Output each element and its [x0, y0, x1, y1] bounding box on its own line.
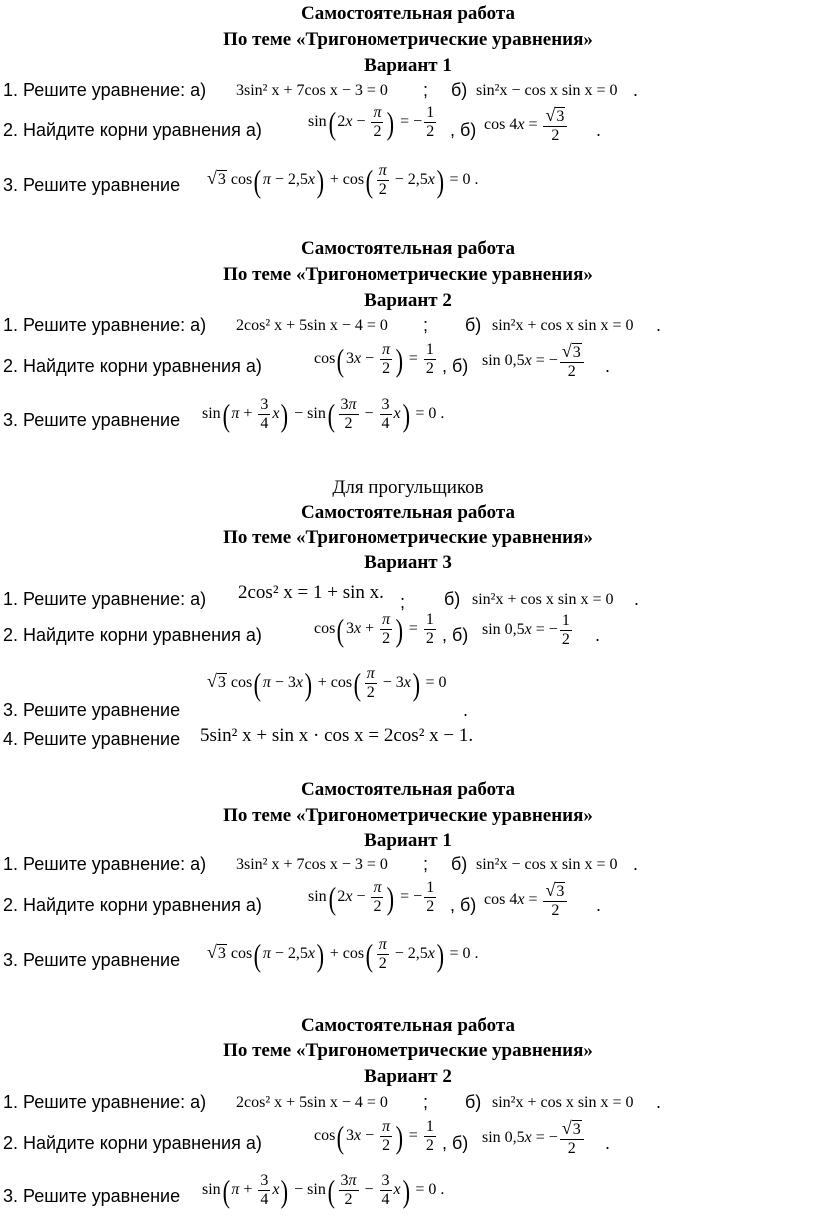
problem-1-separator: ;	[423, 80, 429, 100]
problem-1a-equation: 2cos² x = 1 + sin x.	[238, 582, 384, 603]
block-topic: По теме «Тригонометрические уравнения»	[223, 29, 593, 50]
problem-2b-equation: cos 4x = $\frac{√3}{2}$	[484, 881, 569, 920]
problem-1a-equation: 3sin² x + 7cos x − 3 = 0	[236, 856, 388, 873]
block-variant: Вариант 3	[364, 552, 452, 573]
problem-1a-equation: 3sin² x + 7cos x − 3 = 0	[236, 82, 388, 99]
problem-1-period: .	[633, 854, 639, 874]
problem-1b-label: б)	[444, 589, 461, 609]
problem-1b-label: б)	[451, 80, 468, 100]
problem-2a-equation: cos(3x + $\frac{\pi}{2}$ ) = $\frac{1}{2}$	[314, 611, 434, 648]
problem-2b-label: , б)	[450, 120, 477, 140]
problem-1-separator: ;	[400, 592, 406, 612]
problem-2b-label: , б)	[442, 356, 469, 376]
block-title: Самостоятельная работа	[301, 238, 515, 259]
block-title: Самостоятельная работа	[301, 1015, 515, 1036]
problem-1b-equation: sin²x − cos x sin x = 0	[476, 856, 618, 873]
problem-2b-equation: cos 4x = $\frac{√3}{2}$	[484, 106, 569, 145]
problem-1-period: .	[656, 1092, 662, 1112]
block-topic: По теме «Тригонометрические уравнения»	[223, 264, 593, 285]
problem-2-label: 2. Найдите корни уравнения а)	[3, 1133, 262, 1153]
problem-1b-equation: sin²x + cos x sin x = 0	[492, 1094, 634, 1111]
problem-1-separator: ;	[423, 854, 429, 874]
problem-2b-label: , б)	[450, 895, 477, 915]
problem-2-label: 2. Найдите корни уравнения а)	[3, 356, 262, 376]
block-title: Самостоятельная работа	[301, 779, 515, 800]
problem-3-equation: √3 cos(π − 2,5x) + cos( $\frac{\pi}{2}$ − 2,5x) = 0 .	[207, 936, 479, 973]
problem-3-label: 3. Решите уравнение	[3, 175, 181, 195]
problem-1-label: 1. Решите уравнение: а)	[3, 1092, 207, 1112]
problem-1b-label: б)	[451, 854, 468, 874]
problem-2a-equation: cos(3x − $\frac{\pi}{2}$ ) = $\frac{1}{2}$	[314, 341, 434, 378]
problem-1b-equation: sin²x − cos x sin x = 0	[476, 82, 618, 99]
problem-2-period: .	[605, 356, 611, 376]
problem-2b-equation: sin 0,5x = − $\frac{√3}{2}$	[482, 1119, 586, 1158]
problem-1-period: .	[633, 80, 639, 100]
block-variant: Вариант 1	[364, 55, 452, 76]
problem-1-separator: ;	[423, 315, 429, 335]
problem-3-label: 3. Решите уравнение	[3, 950, 181, 970]
problem-3-equation: √3 cos(π − 3x) + cos( $\frac{\pi}{2}$ − 3x) = 0	[207, 665, 447, 702]
problem-1a-equation: 2cos² x + 5sin x − 4 = 0	[236, 317, 388, 334]
problem-2a-equation: sin(2x − $\frac{\pi}{2}$ ) = − $\frac{1}{2}$	[308, 104, 435, 141]
problem-2-label: 2. Найдите корни уравнения а)	[3, 120, 262, 140]
block-title: Самостоятельная работа	[301, 3, 515, 24]
block-variant: Вариант 2	[364, 1066, 452, 1087]
problem-1-separator: ;	[423, 1092, 429, 1112]
problem-4-equation: 5sin² x + sin x · cos x = 2cos² x − 1.	[200, 725, 474, 746]
problem-2b-label: , б)	[442, 1133, 469, 1153]
problem-2a-equation: sin(2x − $\frac{\pi}{2}$ ) = − $\frac{1}{2}$	[308, 879, 435, 916]
problem-2b-equation: sin 0,5x = − $\frac{√3}{2}$	[482, 342, 586, 381]
problem-1b-label: б)	[465, 1092, 482, 1112]
problem-2b-equation: sin 0,5x = − $\frac{1}{2}$	[482, 612, 570, 648]
problem-2-period: .	[595, 625, 601, 645]
problem-1-label: 1. Решите уравнение: а)	[3, 315, 207, 335]
problem-3-equation: √3 cos(π − 2,5x) + cos( $\frac{\pi}{2}$ − 2,5x) = 0 .	[207, 162, 479, 199]
problem-2-label: 2. Найдите корни уравнения а)	[3, 895, 262, 915]
block-variant: Вариант 2	[364, 290, 452, 311]
problem-2-label: 2. Найдите корни уравнения а)	[3, 625, 262, 645]
problem-1-period: .	[634, 589, 640, 609]
problem-1-label: 1. Решите уравнение: а)	[3, 589, 207, 609]
problem-1-label: 1. Решите уравнение: а)	[3, 80, 207, 100]
problem-1b-label: б)	[465, 315, 482, 335]
problem-1b-equation: sin²x + cos x sin x = 0	[472, 591, 614, 608]
block-topic: По теме «Тригонометрические уравнения»	[223, 1040, 593, 1061]
problem-1b-equation: sin²x + cos x sin x = 0	[492, 317, 634, 334]
problem-3-label: 3. Решите уравнение	[3, 410, 181, 430]
problem-2b-label: , б)	[442, 625, 469, 645]
problem-2-period: .	[596, 895, 602, 915]
block-note: Для прогульщиков	[332, 477, 484, 498]
problem-2-period: .	[596, 120, 602, 140]
problem-4-label: 4. Решите уравнение	[3, 729, 181, 749]
problem-3-equation: sin(π + $\frac{3}{4}$ x) − sin( $\frac{3\pi}{2}$ − $\frac{3}{4}$ x) = 0 .	[202, 396, 445, 433]
block-title: Самостоятельная работа	[301, 502, 515, 523]
problem-1-period: .	[656, 315, 662, 335]
problem-2a-equation: cos(3x − $\frac{\pi}{2}$ ) = $\frac{1}{2}$	[314, 1118, 434, 1155]
problem-3-equation: sin(π + $\frac{3}{4}$ x) − sin( $\frac{3\pi}{2}$ − $\frac{3}{4}$ x) = 0 .	[202, 1172, 445, 1209]
problem-1-label: 1. Решите уравнение: а)	[3, 854, 207, 874]
problem-2-period: .	[605, 1133, 611, 1153]
problem-1a-equation: 2cos² x + 5sin x − 4 = 0	[236, 1094, 388, 1111]
block-topic: По теме «Тригонометрические уравнения»	[223, 527, 593, 548]
problem-3-label: 3. Решите уравнение	[3, 700, 181, 720]
block-topic: По теме «Тригонометрические уравнения»	[223, 805, 593, 826]
block-variant: Вариант 1	[364, 830, 452, 851]
problem-3-label: 3. Решите уравнение	[3, 1186, 181, 1206]
problem-3-period: .	[463, 700, 469, 720]
